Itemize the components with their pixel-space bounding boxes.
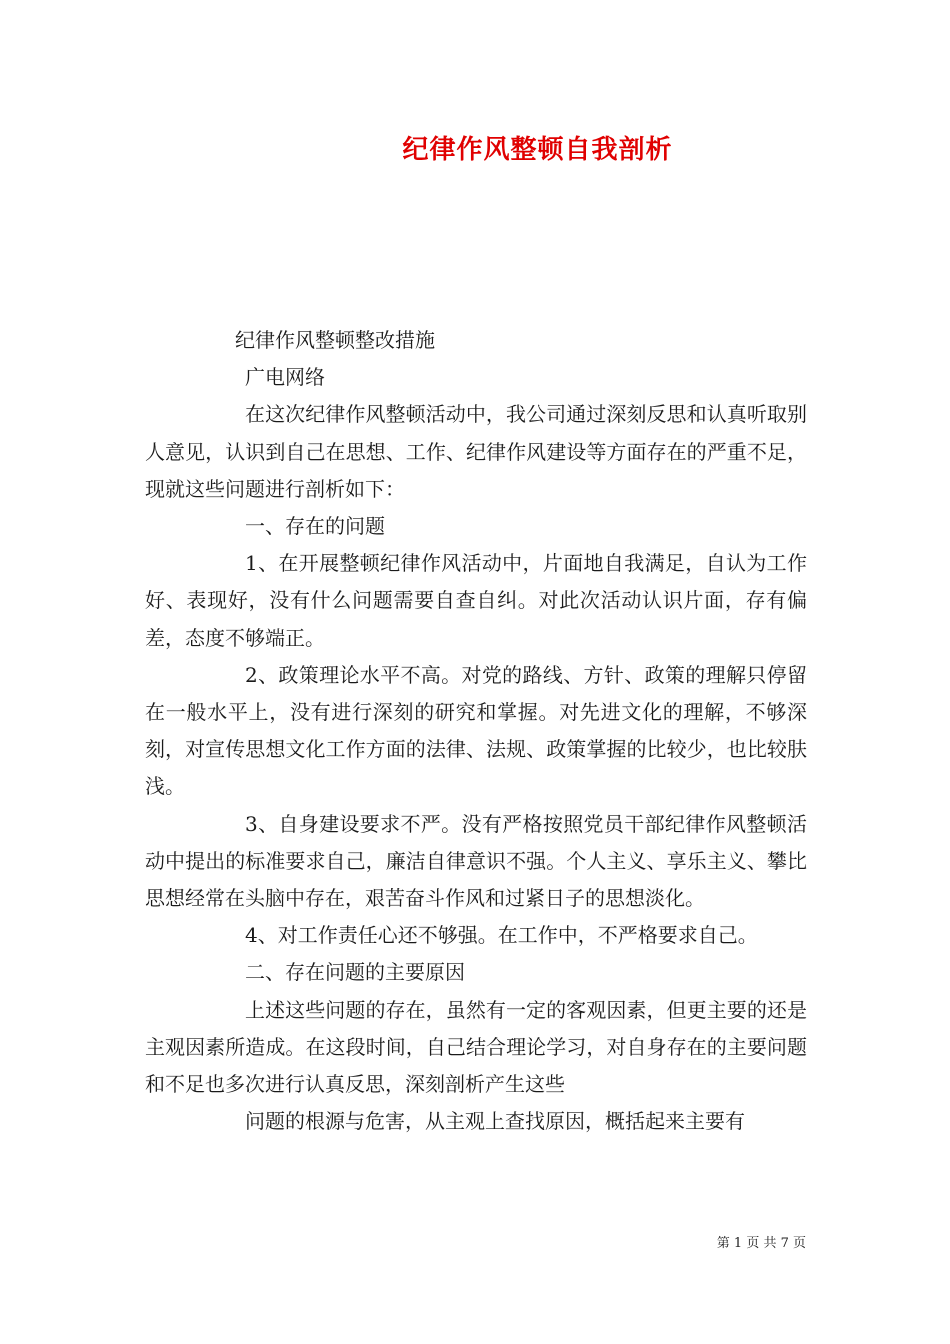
document-title: 纪律作风整顿自我剖析 [402,135,673,165]
unit-name: 广电网络 [245,365,325,390]
paragraph-causes: 上述这些问题的存在，虽然有一定的客观因素，但更主要的还是主观因素所造成。在这段时间，自己结合理论学习，对自身存在的主要问题和不足也多次进行认真反思，深刻剖析产生这些 [145,997,807,1097]
paragraph-item-4: 4、对工作责任心还不够强。在工作中，不严格要求自己。 [245,923,758,948]
paragraph-intro: 在这次纪律作风整顿活动中，我公司通过深刻反思和认真听取别人意见，认识到自己在思想、工作、纪律作风建设等方面存在的严重不足，现就这些问题进行剖析如下： [145,402,807,501]
page-footer: 第 1 页 共 7 页 [716,1236,806,1251]
document-body [145,322,807,1140]
section-heading-problems: 一、存在的问题 [245,514,385,539]
paragraph-item-3: 3、自身建设要求不严。没有严格按照党员干部纪律作风整顿活动中提出的标准要求自己，廉洁自律意识不强。个人主义、享乐主义、攀比思想经常在头脑中存在，艰苦奋斗作风和过紧日子的思想淡化。 [145,811,807,911]
paragraph-item-1: 1、在开展整顿纪律作风活动中，片面地自我满足，自认为工作好、表现好，没有什么问题需要自查自纠。对此次活动认识片面，存有偏差，态度不够端正。 [145,551,807,650]
paragraph-causes-continued: 问题的根源与危害，从主观上查找原因，概括起来主要有 [245,1109,745,1134]
section-heading-causes: 二、存在问题的主要原因 [245,960,465,985]
paragraph-item-2: 2、政策理论水平不高。对党的路线、方针、政策的理解只停留在一般水平上，没有进行深刻的研究和掌握。对先进文化的理解，不够深刻，对宣传思想文化工作方面的法律、法规、政策掌握的比较少，也比较肤浅。 [145,662,807,799]
subtitle: 纪律作风整顿整改措施 [235,328,435,352]
